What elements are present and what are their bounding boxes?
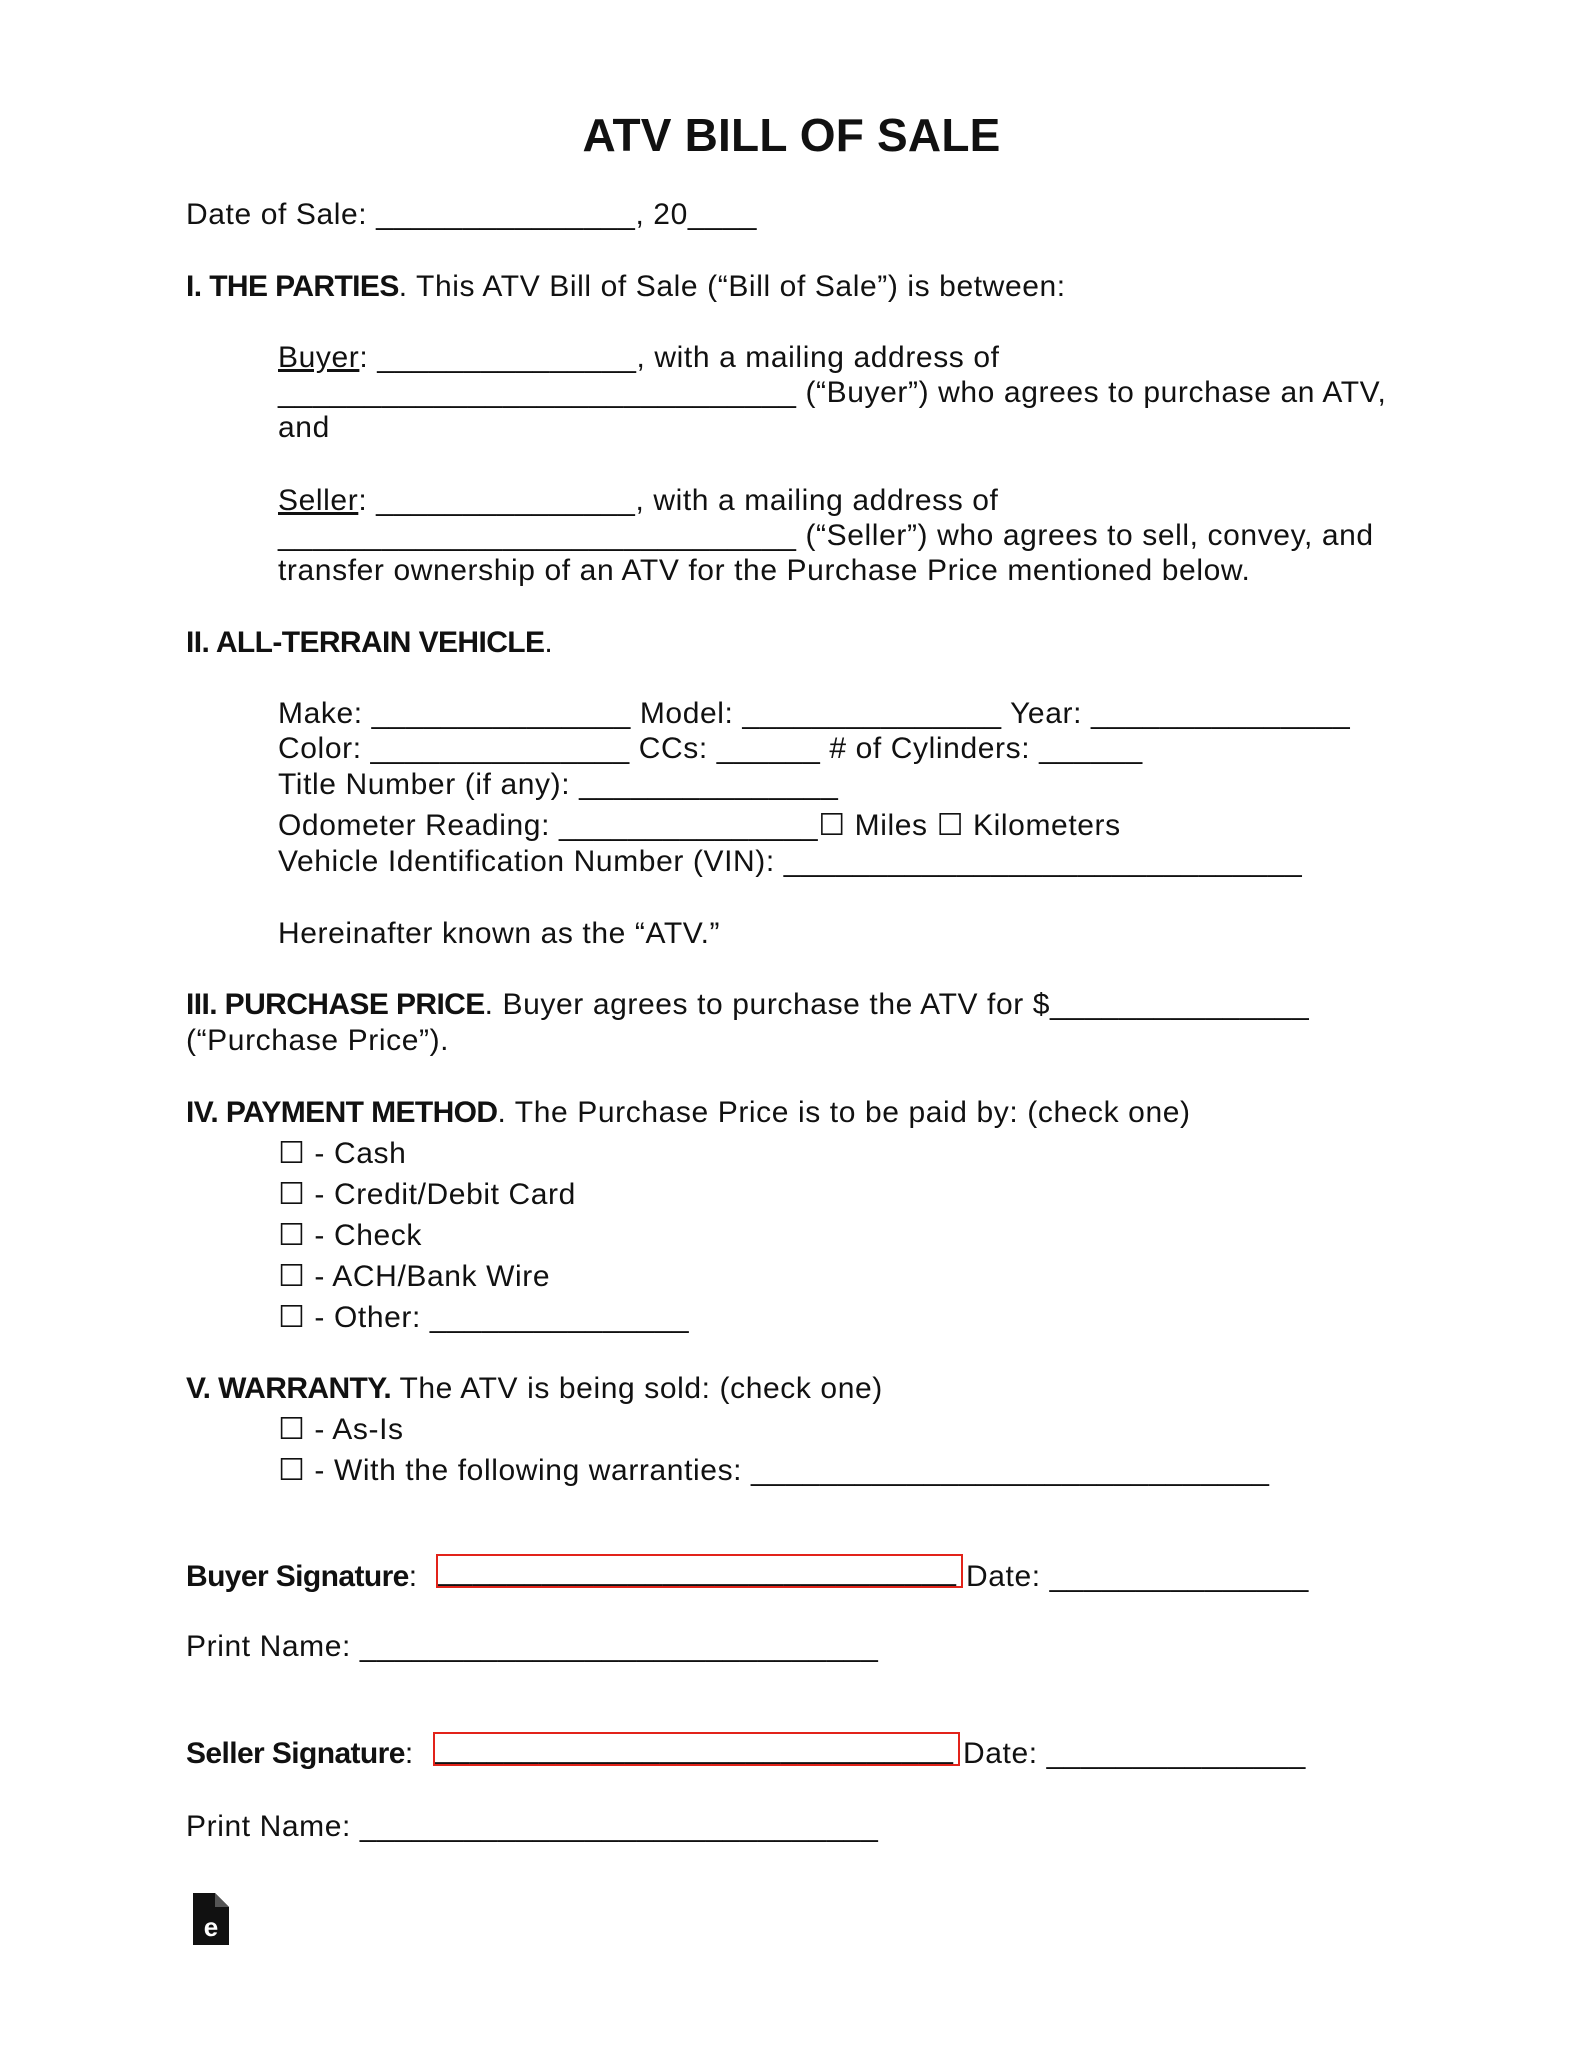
buyer-signature-field[interactable] xyxy=(436,1554,963,1588)
vehicle-heading: II. ALL-TERRAIN VEHICLE xyxy=(186,626,545,659)
payment-option-card[interactable]: ☐ - Credit/Debit Card xyxy=(278,1178,576,1211)
vehicle-color-ccs-cylinders[interactable]: Color: _______________ CCs: ______ # of Cylinders: ______ xyxy=(278,732,1143,765)
warranty-section xyxy=(186,1372,883,1406)
buyer-name-field[interactable]: : _______________, with a mailing address of xyxy=(359,341,1000,374)
seller-signature-label-wrap xyxy=(186,1737,414,1771)
parties-intro: . This ATV Bill of Sale (“Bill of Sale”) is between: xyxy=(398,270,1066,303)
warranty-text: The ATV is being sold: (check one) xyxy=(391,1372,883,1405)
purchase-price-heading: III. PURCHASE PRICE xyxy=(186,988,485,1021)
vehicle-heading-suffix: . xyxy=(544,626,554,659)
buyer-signature-colon: : xyxy=(408,1560,418,1593)
buyer-address-field[interactable]: ______________________________ (“Buyer”) who agrees to purchase an ATV, xyxy=(278,376,1387,409)
seller-name-field[interactable]: : _______________, with a mailing address of xyxy=(358,484,999,517)
payment-option-ach[interactable]: ☐ - ACH/Bank Wire xyxy=(278,1260,551,1293)
seller-signature-label: Seller Signature xyxy=(186,1737,405,1770)
buyer-signature-label-wrap xyxy=(186,1560,418,1594)
seller-signature-colon: : xyxy=(404,1737,414,1770)
date-of-sale-field[interactable]: Date of Sale: _______________, 20____ xyxy=(186,198,758,231)
document-title: ATV BILL OF SALE xyxy=(582,109,1001,161)
eforms-logo-icon xyxy=(193,1893,229,1945)
payment-method-text: . The Purchase Price is to be paid by: (check one) xyxy=(497,1096,1191,1129)
vehicle-section xyxy=(186,626,553,660)
buyer-print-name[interactable]: Print Name: ______________________________ xyxy=(186,1630,879,1663)
vehicle-title-number[interactable]: Title Number (if any): _______________ xyxy=(278,768,839,801)
buyer-signature-label: Buyer Signature xyxy=(186,1560,409,1593)
seller-signature-field[interactable] xyxy=(433,1732,960,1766)
payment-option-other[interactable]: ☐ - Other: _______________ xyxy=(278,1301,690,1334)
warranty-option-as-is[interactable]: ☐ - As-Is xyxy=(278,1413,404,1446)
seller-signature-line: ______________________________ xyxy=(435,1732,954,1765)
parties-section xyxy=(186,270,1066,304)
seller-line-1[interactable] xyxy=(278,484,998,518)
payment-option-check[interactable]: ☐ - Check xyxy=(278,1219,422,1252)
warranty-heading: V. WARRANTY. xyxy=(186,1372,392,1405)
seller-address-field[interactable]: ______________________________ (“Seller”) who agrees to sell, convey, and xyxy=(278,519,1374,552)
svg-text:e: e xyxy=(203,1912,219,1942)
seller-label: Seller xyxy=(278,484,359,517)
parties-heading: I. THE PARTIES xyxy=(186,270,399,303)
buyer-signature-line: ______________________________ xyxy=(438,1554,957,1587)
buyer-signature-date[interactable]: Date: _______________ xyxy=(966,1560,1309,1593)
purchase-price-line-1[interactable] xyxy=(186,988,1309,1022)
warranty-option-with-warranties[interactable]: ☐ - With the following warranties: ______________________________ xyxy=(278,1454,1270,1487)
purchase-price-line-2: (“Purchase Price”). xyxy=(186,1024,450,1057)
seller-print-name[interactable]: Print Name: ______________________________ xyxy=(186,1810,879,1843)
seller-line-3: transfer ownership of an ATV for the Purchase Price mentioned below. xyxy=(278,554,1251,587)
seller-signature-date[interactable]: Date: _______________ xyxy=(963,1737,1306,1770)
payment-method-section xyxy=(186,1096,1191,1130)
buyer-label: Buyer xyxy=(278,341,360,374)
payment-method-heading: IV. PAYMENT METHOD xyxy=(186,1096,498,1129)
payment-option-cash[interactable]: ☐ - Cash xyxy=(278,1137,407,1170)
vehicle-make-model-year[interactable]: Make: _______________ Model: _______________ Year: _______________ xyxy=(278,697,1351,730)
buyer-line-3: and xyxy=(278,411,330,444)
buyer-line-1[interactable] xyxy=(278,341,1000,375)
vehicle-vin[interactable]: Vehicle Identification Number (VIN): ______________________________ xyxy=(278,845,1303,878)
purchase-price-field[interactable]: . Buyer agrees to purchase the ATV for $_______________ xyxy=(484,988,1310,1021)
vehicle-hereinafter: Hereinafter known as the “ATV.” xyxy=(278,917,721,950)
vehicle-odometer[interactable]: Odometer Reading: _______________☐ Miles ☐ Kilometers xyxy=(278,809,1121,842)
